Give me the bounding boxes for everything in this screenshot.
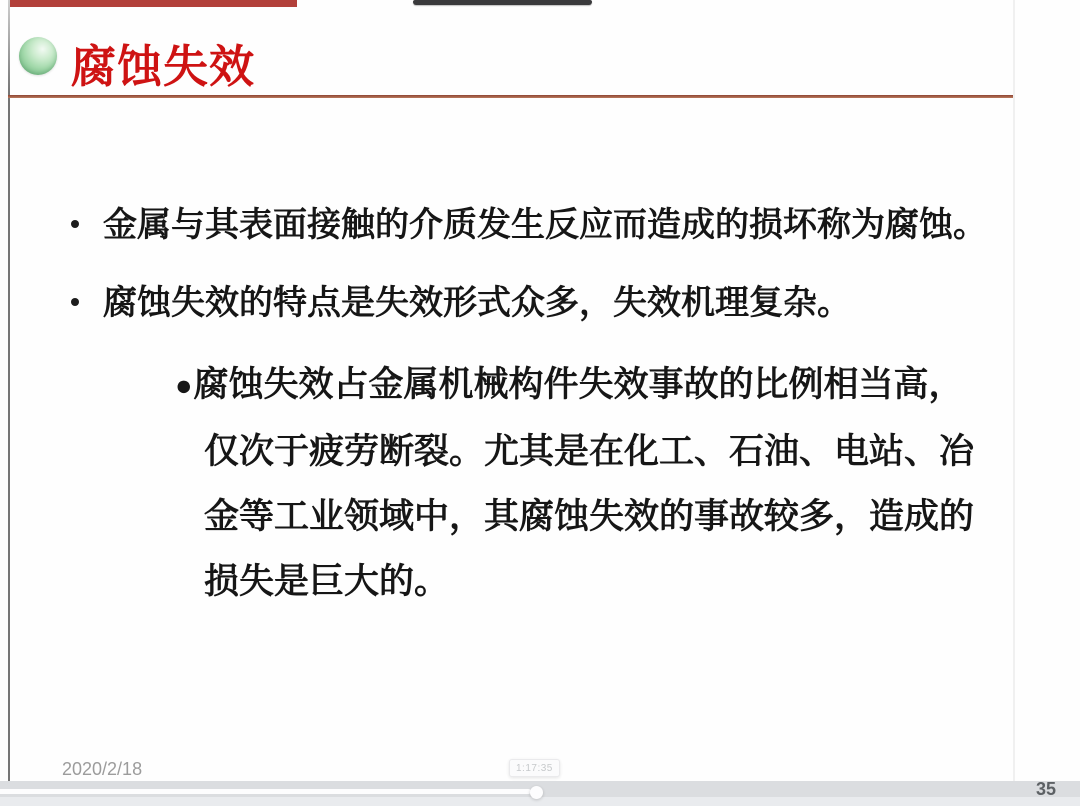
bullet-text: 金属与其表面接触的介质发生反应而造成的损坏称为腐蚀。	[103, 206, 987, 244]
sub-bullet-line: 仅次于疲劳断裂。尤其是在化工、石油、电站、冶	[204, 432, 975, 471]
top-red-accent-bar	[10, 0, 297, 7]
bullet-dot-icon	[71, 298, 79, 306]
bullet-item	[71, 203, 1016, 247]
slide-date: 2020/2/18	[62, 759, 143, 779]
top-overlay-bar	[413, 0, 592, 5]
bullet-text: 腐蚀失效的特点是失效形式众多，失效机理复杂。	[103, 284, 851, 322]
slide-left-border	[8, 0, 10, 781]
sub-bullet-paragraph	[175, 352, 1035, 614]
slide-page-number: 35	[1036, 779, 1057, 799]
sub-bullet-line: 损失是巨大的。	[204, 562, 450, 601]
green-sphere-bullet-icon	[19, 37, 57, 75]
filled-circle-bullet-icon: ●	[175, 370, 193, 402]
bullet-dot-icon	[71, 220, 79, 228]
player-scrubber-handle-icon[interactable]	[530, 786, 543, 799]
sub-bullet-line: 金等工业领域中，其腐蚀失效的事故较多，造成的	[204, 497, 975, 536]
player-time-tooltip: 1:17:35	[509, 759, 560, 777]
sub-bullet-text: 腐蚀失效占金属机械构件失效事故的比例相当高，	[193, 365, 964, 404]
sub-bullet-line	[175, 352, 1035, 419]
bullet-item	[71, 281, 1016, 325]
player-lower-strip	[0, 797, 1080, 806]
slide-title: 腐蚀失效	[71, 41, 256, 92]
title-underline-rule	[8, 95, 1013, 98]
player-progress-fill	[0, 789, 531, 794]
